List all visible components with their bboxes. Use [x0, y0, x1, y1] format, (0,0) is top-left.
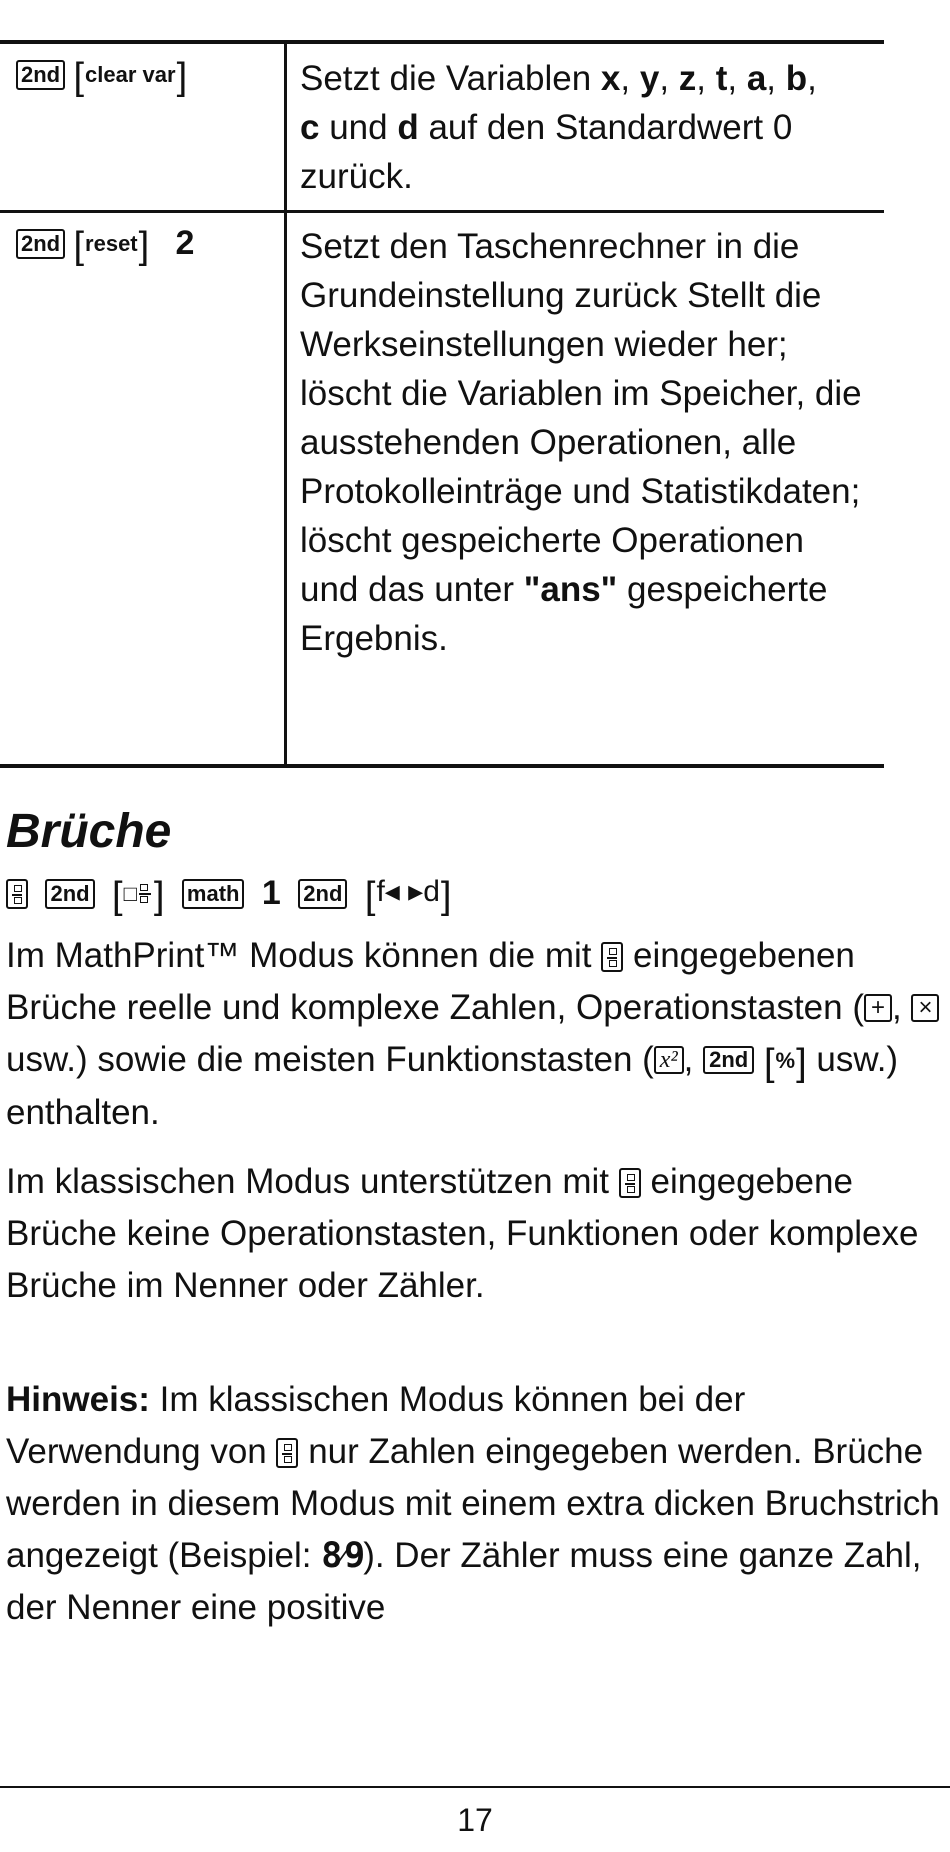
var-x: x — [600, 59, 621, 98]
percent-key-label: % — [775, 1048, 796, 1073]
fraction-key-icon — [619, 1168, 641, 1198]
fraction-key-icon — [276, 1438, 298, 1468]
desc-text: gespeicherte Ergebnis. — [300, 570, 828, 658]
para-text: Im klassischen Modus können bei der Verwendung von — [6, 1380, 746, 1471]
paragraph-classic — [6, 1156, 946, 1312]
var-b: b — [785, 59, 808, 98]
desc-text: Setzt den Taschenrechner in die Grundeinstellung zurück Stellt die Werkseinstellungen wieder her; löscht die Variablen im Speicher, die ausstehenden Operationen, alle Protokolleinträge und Statistikdaten; löscht gespeicherte Operationen und das unter — [300, 227, 862, 609]
para-text: usw.) sowie die meisten Funktionstasten ( — [6, 1040, 654, 1079]
key-f-to-d — [365, 870, 452, 915]
desc-text: auf den Standardwert 0 zurück. — [300, 108, 793, 196]
para-text: nur Zahlen eingegeben werden. Brüche werden in diesem Modus mit einem extra dicken Bruchstrich angezeigt (Beispiel: — [6, 1432, 940, 1575]
key-2nd: 2nd — [45, 879, 94, 909]
table-top-rule — [0, 40, 884, 44]
para-text: , — [683, 1040, 704, 1079]
para-text: eingegebenen Brüche reelle und komplexe Zahlen, Operationstasten ( — [6, 936, 864, 1027]
x-squared-key-icon: x² — [654, 1046, 684, 1074]
desc-sep: , — [659, 59, 679, 98]
table-column-divider — [284, 42, 287, 766]
fraction-key-icon — [6, 879, 28, 909]
footer-rule — [0, 1786, 950, 1788]
key-clear-var — [73, 60, 187, 92]
key-reset-label: reset — [85, 231, 138, 256]
para-text: ). Der Zähler muss eine ganze Zahl, der Nenner eine positive — [6, 1536, 922, 1627]
var-t: t — [715, 59, 728, 98]
table-row-divider — [0, 210, 884, 213]
key-sequence — [6, 870, 451, 916]
table-row-2-keys — [16, 224, 195, 262]
var-z: z — [678, 59, 697, 98]
var-c: c — [300, 108, 320, 147]
key-2nd: 2nd — [703, 1046, 754, 1074]
fraction-key-icon — [601, 942, 623, 972]
table-row-1-keys — [16, 60, 187, 92]
mixed-fraction-key-icon: [ □ ] — [112, 871, 164, 916]
times-key-icon: × — [911, 994, 939, 1022]
section-heading: Brüche — [6, 805, 172, 858]
para-text: , — [892, 988, 912, 1027]
key-1: 1 — [261, 874, 281, 912]
paragraph-mathprint — [6, 930, 946, 1139]
var-y: y — [639, 59, 660, 98]
fraction-example: 8⁄9 — [321, 1536, 364, 1576]
key-reset — [73, 229, 149, 261]
ans-keyword: "ans" — [523, 570, 618, 609]
table-row-1-description — [300, 54, 870, 201]
key-2nd: 2nd — [298, 879, 347, 909]
key-2: 2 — [175, 224, 195, 262]
para-text: eingegebene Brüche keine Operationstasten, Funktionen oder komplexe Brüche im Nenner oder Zähler. — [6, 1162, 919, 1305]
hint-label: Hinweis: — [6, 1380, 150, 1419]
key-f-to-d-label: f◂ ▸d — [376, 875, 440, 908]
desc-text: Setzt die Variablen — [300, 59, 601, 98]
desc-sep: , — [766, 59, 786, 98]
key-2nd: 2nd — [16, 229, 65, 259]
percent-key-icon — [764, 1034, 807, 1087]
key-clear-var-label: clear var — [85, 62, 176, 87]
paragraph-hint — [6, 1374, 946, 1634]
para-text: Im MathPrint™ Modus können die mit — [6, 936, 602, 975]
desc-sep: , — [727, 59, 747, 98]
plus-key-icon: + — [864, 994, 892, 1022]
desc-sep: , — [696, 59, 716, 98]
page-number: 17 — [457, 1802, 493, 1838]
para-text: Im klassischen Modus unterstützen mit — [6, 1162, 619, 1201]
key-math: math — [182, 879, 245, 909]
desc-text: und — [319, 108, 398, 147]
var-a: a — [746, 59, 767, 98]
key-2nd: 2nd — [16, 60, 65, 90]
para-text: usw.) enthalten. — [6, 1040, 899, 1132]
table-bottom-rule — [0, 764, 884, 768]
table-row-2-description — [300, 222, 870, 663]
desc-sep: , — [807, 59, 817, 98]
desc-sep: , — [620, 59, 640, 98]
var-d: d — [397, 108, 419, 147]
